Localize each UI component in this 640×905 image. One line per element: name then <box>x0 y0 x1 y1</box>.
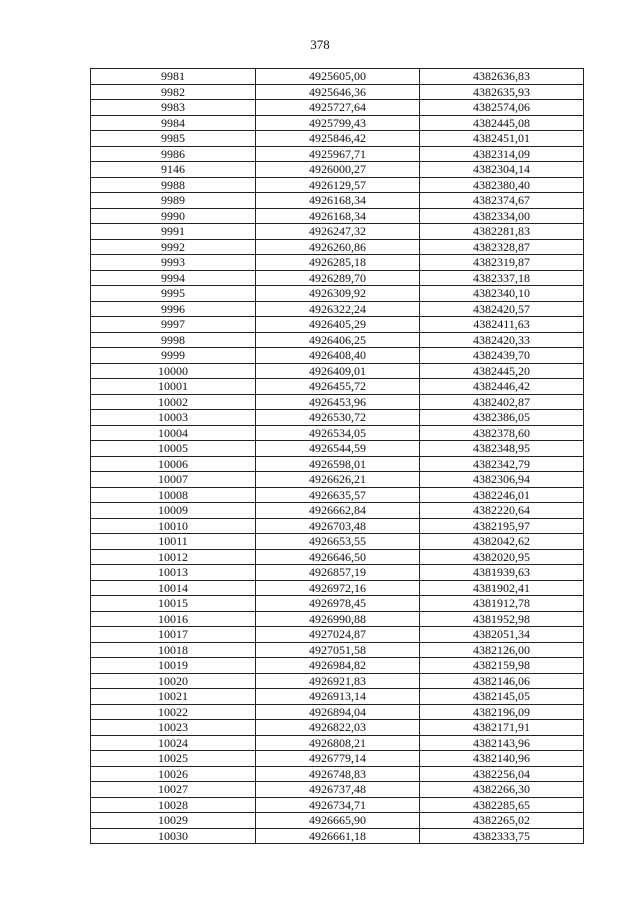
point-number-cell: 10007 <box>91 472 256 488</box>
point-number-cell: 10021 <box>91 689 256 705</box>
y-coordinate-cell: 4382402,87 <box>420 394 584 410</box>
x-coordinate-cell: 4926000,27 <box>256 162 420 178</box>
table-row <box>91 472 584 488</box>
table-row <box>91 720 584 736</box>
y-coordinate-cell: 4382304,14 <box>420 162 584 178</box>
x-coordinate-cell: 4926734,71 <box>256 797 420 813</box>
y-coordinate-cell: 4382439,70 <box>420 348 584 364</box>
table-row <box>91 627 584 643</box>
table-row <box>91 534 584 550</box>
table-row <box>91 363 584 379</box>
y-coordinate-cell: 4382319,87 <box>420 255 584 271</box>
x-coordinate-cell: 4926309,92 <box>256 286 420 302</box>
table-row <box>91 394 584 410</box>
y-coordinate-cell: 4382220,64 <box>420 503 584 519</box>
table-row <box>91 689 584 705</box>
x-coordinate-cell: 4926626,21 <box>256 472 420 488</box>
table-row <box>91 642 584 658</box>
x-coordinate-cell: 4926530,72 <box>256 410 420 426</box>
x-coordinate-cell: 4926662,84 <box>256 503 420 519</box>
table-row <box>91 84 584 100</box>
x-coordinate-cell: 4926285,18 <box>256 255 420 271</box>
table-row <box>91 69 584 85</box>
x-coordinate-cell: 4926661,18 <box>256 828 420 844</box>
point-number-cell: 10008 <box>91 487 256 503</box>
point-number-cell: 10022 <box>91 704 256 720</box>
x-coordinate-cell: 4926653,55 <box>256 534 420 550</box>
x-coordinate-cell: 4925727,64 <box>256 100 420 116</box>
point-number-cell: 10002 <box>91 394 256 410</box>
x-coordinate-cell: 4926289,70 <box>256 270 420 286</box>
x-coordinate-cell: 4926737,48 <box>256 782 420 798</box>
table-row <box>91 100 584 116</box>
y-coordinate-cell: 4382328,87 <box>420 239 584 255</box>
point-number-cell: 9986 <box>91 146 256 162</box>
table-row <box>91 503 584 519</box>
x-coordinate-cell: 4925646,36 <box>256 84 420 100</box>
x-coordinate-cell: 4925967,71 <box>256 146 420 162</box>
y-coordinate-cell: 4382420,57 <box>420 301 584 317</box>
y-coordinate-cell: 4382445,08 <box>420 115 584 131</box>
x-coordinate-cell: 4926168,34 <box>256 193 420 209</box>
point-number-cell: 10004 <box>91 425 256 441</box>
table-row <box>91 270 584 286</box>
y-coordinate-cell: 4382159,98 <box>420 658 584 674</box>
y-coordinate-cell: 4382340,10 <box>420 286 584 302</box>
y-coordinate-cell: 4382451,01 <box>420 131 584 147</box>
x-coordinate-cell: 4926972,16 <box>256 580 420 596</box>
y-coordinate-cell: 4381939,63 <box>420 565 584 581</box>
table-row <box>91 162 584 178</box>
point-number-cell: 10020 <box>91 673 256 689</box>
y-coordinate-cell: 4382314,09 <box>420 146 584 162</box>
x-coordinate-cell: 4926921,83 <box>256 673 420 689</box>
table-row <box>91 658 584 674</box>
x-coordinate-cell: 4926247,32 <box>256 224 420 240</box>
y-coordinate-cell: 4382171,91 <box>420 720 584 736</box>
x-coordinate-cell: 4926857,19 <box>256 565 420 581</box>
y-coordinate-cell: 4382635,93 <box>420 84 584 100</box>
y-coordinate-cell: 4381912,78 <box>420 596 584 612</box>
y-coordinate-cell: 4382246,01 <box>420 487 584 503</box>
x-coordinate-cell: 4926822,03 <box>256 720 420 736</box>
y-coordinate-cell: 4382386,05 <box>420 410 584 426</box>
y-coordinate-cell: 4382281,83 <box>420 224 584 240</box>
point-number-cell: 9992 <box>91 239 256 255</box>
y-coordinate-cell: 4382020,95 <box>420 549 584 565</box>
table-row <box>91 224 584 240</box>
table-row <box>91 332 584 348</box>
x-coordinate-cell: 4926990,88 <box>256 611 420 627</box>
coordinates-table <box>90 68 584 844</box>
point-number-cell: 10027 <box>91 782 256 798</box>
y-coordinate-cell: 4382196,09 <box>420 704 584 720</box>
point-number-cell: 9981 <box>91 69 256 85</box>
x-coordinate-cell: 4926409,01 <box>256 363 420 379</box>
point-number-cell: 9997 <box>91 317 256 333</box>
table-row <box>91 193 584 209</box>
point-number-cell: 10009 <box>91 503 256 519</box>
table-row <box>91 379 584 395</box>
table-row <box>91 456 584 472</box>
y-coordinate-cell: 4382306,94 <box>420 472 584 488</box>
x-coordinate-cell: 4926894,04 <box>256 704 420 720</box>
table-row <box>91 348 584 364</box>
y-coordinate-cell: 4382266,30 <box>420 782 584 798</box>
point-number-cell: 9991 <box>91 224 256 240</box>
x-coordinate-cell: 4926703,48 <box>256 518 420 534</box>
point-number-cell: 9983 <box>91 100 256 116</box>
table-row <box>91 301 584 317</box>
y-coordinate-cell: 4382574,06 <box>420 100 584 116</box>
y-coordinate-cell: 4382342,79 <box>420 456 584 472</box>
point-number-cell: 9982 <box>91 84 256 100</box>
point-number-cell: 10029 <box>91 813 256 829</box>
point-number-cell: 9994 <box>91 270 256 286</box>
y-coordinate-cell: 4382195,97 <box>420 518 584 534</box>
x-coordinate-cell: 4926779,14 <box>256 751 420 767</box>
table-row <box>91 549 584 565</box>
x-coordinate-cell: 4926646,50 <box>256 549 420 565</box>
point-number-cell: 9999 <box>91 348 256 364</box>
y-coordinate-cell: 4381952,98 <box>420 611 584 627</box>
table-row <box>91 177 584 193</box>
point-number-cell: 10000 <box>91 363 256 379</box>
x-coordinate-cell: 4926665,90 <box>256 813 420 829</box>
point-number-cell: 10010 <box>91 518 256 534</box>
x-coordinate-cell: 4926978,45 <box>256 596 420 612</box>
y-coordinate-cell: 4382374,67 <box>420 193 584 209</box>
table-row <box>91 115 584 131</box>
x-coordinate-cell: 4927024,87 <box>256 627 420 643</box>
x-coordinate-cell: 4926808,21 <box>256 735 420 751</box>
x-coordinate-cell: 4926534,05 <box>256 425 420 441</box>
table-row <box>91 286 584 302</box>
y-coordinate-cell: 4382348,95 <box>420 441 584 457</box>
point-number-cell: 10011 <box>91 534 256 550</box>
y-coordinate-cell: 4382146,06 <box>420 673 584 689</box>
x-coordinate-cell: 4926322,24 <box>256 301 420 317</box>
x-coordinate-cell: 4926598,01 <box>256 456 420 472</box>
table-row <box>91 208 584 224</box>
y-coordinate-cell: 4382334,00 <box>420 208 584 224</box>
table-row <box>91 735 584 751</box>
point-number-cell: 10018 <box>91 642 256 658</box>
table-row <box>91 580 584 596</box>
point-number-cell: 10025 <box>91 751 256 767</box>
x-coordinate-cell: 4926129,57 <box>256 177 420 193</box>
table-row <box>91 751 584 767</box>
table-row <box>91 797 584 813</box>
y-coordinate-cell: 4382140,96 <box>420 751 584 767</box>
point-number-cell: 10024 <box>91 735 256 751</box>
point-number-cell: 9990 <box>91 208 256 224</box>
x-coordinate-cell: 4926455,72 <box>256 379 420 395</box>
point-number-cell: 10019 <box>91 658 256 674</box>
y-coordinate-cell: 4382126,00 <box>420 642 584 658</box>
y-coordinate-cell: 4382411,63 <box>420 317 584 333</box>
y-coordinate-cell: 4382256,04 <box>420 766 584 782</box>
point-number-cell: 10001 <box>91 379 256 395</box>
x-coordinate-cell: 4926913,14 <box>256 689 420 705</box>
x-coordinate-cell: 4927051,58 <box>256 642 420 658</box>
y-coordinate-cell: 4382445,20 <box>420 363 584 379</box>
y-coordinate-cell: 4381902,41 <box>420 580 584 596</box>
y-coordinate-cell: 4382636,83 <box>420 69 584 85</box>
table-row <box>91 518 584 534</box>
table-row <box>91 766 584 782</box>
y-coordinate-cell: 4382143,96 <box>420 735 584 751</box>
point-number-cell: 10015 <box>91 596 256 612</box>
point-number-cell: 10023 <box>91 720 256 736</box>
point-number-cell: 9993 <box>91 255 256 271</box>
point-number-cell: 10006 <box>91 456 256 472</box>
point-number-cell: 10003 <box>91 410 256 426</box>
point-number-cell: 9998 <box>91 332 256 348</box>
x-coordinate-cell: 4926260,86 <box>256 239 420 255</box>
x-coordinate-cell: 4926544,59 <box>256 441 420 457</box>
table-row <box>91 782 584 798</box>
coordinates-table-body <box>91 69 584 844</box>
y-coordinate-cell: 4382051,34 <box>420 627 584 643</box>
point-number-cell: 9996 <box>91 301 256 317</box>
page-number: 378 <box>310 37 330 52</box>
point-number-cell: 10013 <box>91 565 256 581</box>
table-row <box>91 673 584 689</box>
point-number-cell: 10017 <box>91 627 256 643</box>
x-coordinate-cell: 4925799,43 <box>256 115 420 131</box>
point-number-cell: 10028 <box>91 797 256 813</box>
table-row <box>91 317 584 333</box>
y-coordinate-cell: 4382265,02 <box>420 813 584 829</box>
table-row <box>91 425 584 441</box>
y-coordinate-cell: 4382446,42 <box>420 379 584 395</box>
table-row <box>91 565 584 581</box>
table-row <box>91 146 584 162</box>
table-row <box>91 255 584 271</box>
point-number-cell: 10014 <box>91 580 256 596</box>
x-coordinate-cell: 4926984,82 <box>256 658 420 674</box>
y-coordinate-cell: 4382378,60 <box>420 425 584 441</box>
table-row <box>91 813 584 829</box>
y-coordinate-cell: 4382380,40 <box>420 177 584 193</box>
y-coordinate-cell: 4382420,33 <box>420 332 584 348</box>
point-number-cell: 10026 <box>91 766 256 782</box>
table-row <box>91 487 584 503</box>
point-number-cell: 9146 <box>91 162 256 178</box>
x-coordinate-cell: 4926748,83 <box>256 766 420 782</box>
x-coordinate-cell: 4926453,96 <box>256 394 420 410</box>
y-coordinate-cell: 4382042,62 <box>420 534 584 550</box>
y-coordinate-cell: 4382145,05 <box>420 689 584 705</box>
x-coordinate-cell: 4926405,29 <box>256 317 420 333</box>
table-row <box>91 131 584 147</box>
x-coordinate-cell: 4925605,00 <box>256 69 420 85</box>
point-number-cell: 10005 <box>91 441 256 457</box>
x-coordinate-cell: 4926168,34 <box>256 208 420 224</box>
point-number-cell: 9988 <box>91 177 256 193</box>
point-number-cell: 10030 <box>91 828 256 844</box>
table-row <box>91 239 584 255</box>
point-number-cell: 9995 <box>91 286 256 302</box>
table-row <box>91 704 584 720</box>
point-number-cell: 9989 <box>91 193 256 209</box>
x-coordinate-cell: 4926406,25 <box>256 332 420 348</box>
table-row <box>91 611 584 627</box>
table-row <box>91 441 584 457</box>
y-coordinate-cell: 4382333,75 <box>420 828 584 844</box>
y-coordinate-cell: 4382337,18 <box>420 270 584 286</box>
x-coordinate-cell: 4926635,57 <box>256 487 420 503</box>
x-coordinate-cell: 4925846,42 <box>256 131 420 147</box>
point-number-cell: 10012 <box>91 549 256 565</box>
table-row <box>91 596 584 612</box>
table-row <box>91 828 584 844</box>
point-number-cell: 9984 <box>91 115 256 131</box>
table-row <box>91 410 584 426</box>
y-coordinate-cell: 4382285,65 <box>420 797 584 813</box>
point-number-cell: 9985 <box>91 131 256 147</box>
x-coordinate-cell: 4926408,40 <box>256 348 420 364</box>
point-number-cell: 10016 <box>91 611 256 627</box>
